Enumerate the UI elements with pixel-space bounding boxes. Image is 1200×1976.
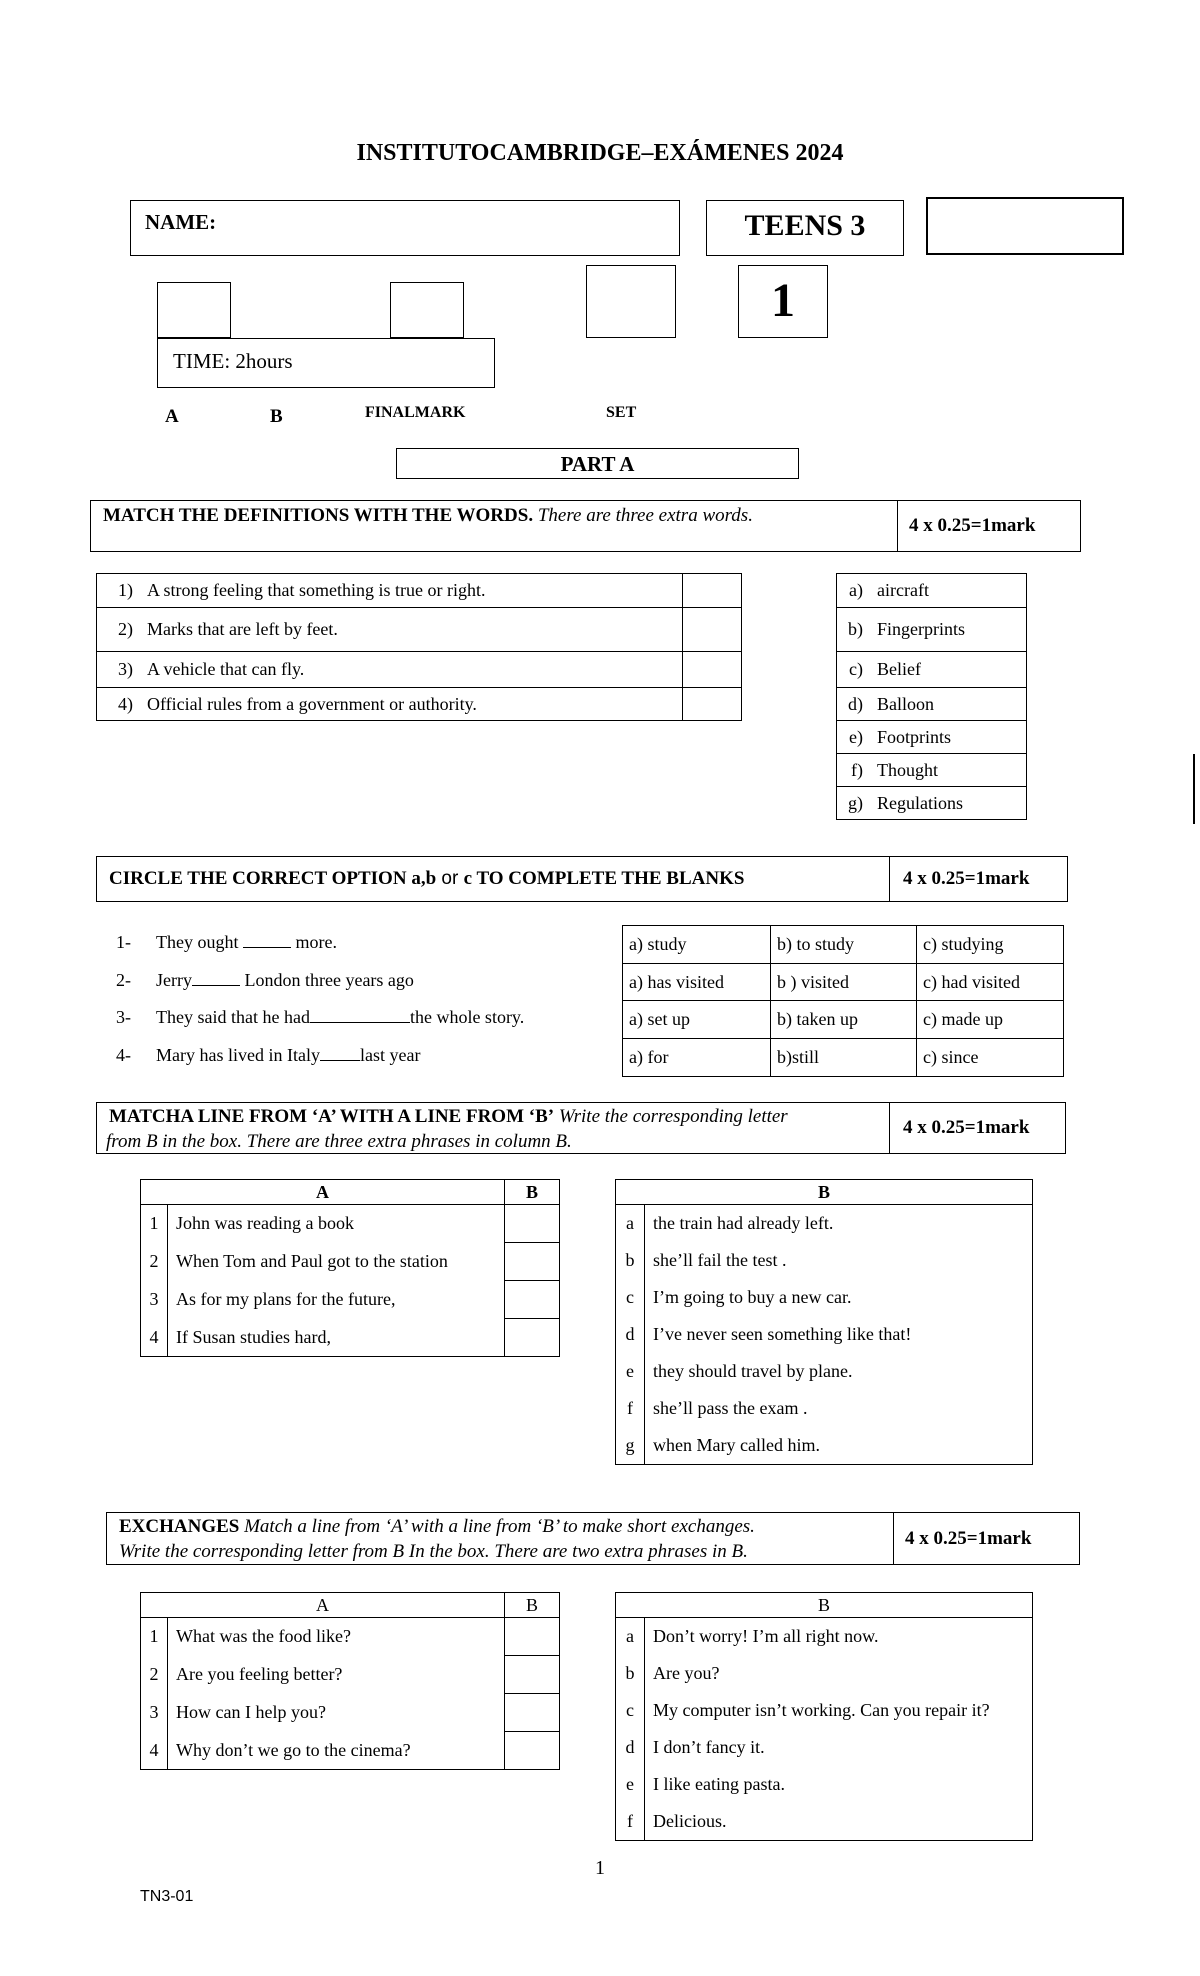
section4-marks: 4 x 0.25=1mark: [905, 1528, 1032, 1549]
option-b[interactable]: b) to study: [771, 926, 917, 964]
set-number: 1: [771, 274, 795, 327]
answer-box[interactable]: [683, 608, 742, 652]
time-box: [157, 338, 495, 388]
answer-box[interactable]: [505, 1205, 560, 1243]
table-row: e I like eating pasta.: [616, 1766, 1033, 1803]
table-row: e they should travel by plane.: [616, 1353, 1033, 1390]
table-row: 1 John was reading a book: [141, 1205, 560, 1243]
table-row: 1) A strong feeling that something is true or right.: [97, 574, 742, 608]
section3-header: [96, 1102, 1066, 1154]
answer-box[interactable]: [683, 574, 742, 608]
list-item: c) Belief: [837, 652, 1027, 688]
section4-instruction: EXCHANGES Match a line from ‘A’ with a line from ‘B’ to make short exchanges. Write the corresponding letter from B In the box. There are two extra phrases in B.: [119, 1516, 755, 1562]
list-item: a) aircraft: [837, 574, 1027, 608]
time-label: TIME: 2hours: [173, 349, 293, 373]
option-a[interactable]: a) set up: [623, 1001, 771, 1039]
table-row: c My computer isn’t working. Can you repair it?: [616, 1692, 1033, 1729]
level-box: [706, 200, 904, 256]
table-row: d I’ve never seen something like that!: [616, 1316, 1033, 1353]
option-c[interactable]: c) studying: [917, 926, 1064, 964]
option-a[interactable]: a) has visited: [623, 964, 771, 1001]
answer-box[interactable]: [505, 1243, 560, 1281]
section3-marks: 4 x 0.25=1mark: [903, 1117, 1030, 1138]
table-row: a Don’t worry! I’m all right now.: [616, 1618, 1033, 1656]
blank: [243, 932, 291, 948]
answer-box[interactable]: [505, 1694, 560, 1732]
list-item: 3- They said that he had the whole story.: [116, 1007, 525, 1027]
answer-box[interactable]: [683, 688, 742, 721]
option-b[interactable]: b ) visited: [771, 964, 917, 1001]
section1-marks: 4 x 0.25=1mark: [909, 515, 1036, 536]
section1-instruction: MATCH THE DEFINITIONS WITH THE WORDS. There are three extra words.: [103, 505, 753, 526]
label-set: SET: [606, 404, 637, 421]
table-row: [623, 964, 1064, 1001]
final-score-box[interactable]: [926, 197, 1124, 255]
section3-column-a: A B 1 John was reading a book 2 When Tom and Paul got to the station 3 As for my plans for the future, 4 If Susan studies hard,: [140, 1179, 560, 1357]
mark-b-box[interactable]: [390, 282, 464, 338]
table-row: 4 Why don’t we go to the cinema?: [141, 1732, 560, 1770]
table-row: 2 When Tom and Paul got to the station: [141, 1243, 560, 1281]
list-item: e) Footprints: [837, 721, 1027, 754]
option-c[interactable]: c) since: [917, 1039, 1064, 1077]
table-row: 2 Are you feeling better?: [141, 1656, 560, 1694]
answer-box[interactable]: [505, 1319, 560, 1357]
section4-header: [106, 1512, 1080, 1565]
page-edge-mark: [1193, 754, 1195, 824]
option-c[interactable]: c) made up: [917, 1001, 1064, 1039]
table-row: [623, 1039, 1064, 1077]
answer-box[interactable]: [505, 1732, 560, 1770]
table-row: g when Mary called him.: [616, 1427, 1033, 1465]
list-item: 1- They ought more.: [116, 932, 337, 952]
table-row: 4 If Susan studies hard,: [141, 1319, 560, 1357]
section3-column-b: B a the train had already left. b she’ll fail the test . c I’m going to buy a new car. d I’ve never seen something like that! e they should travel by plane. f she’ll pass the exam . g when Mary called him.: [615, 1179, 1033, 1465]
table-row: b Are you?: [616, 1655, 1033, 1692]
table-row: f she’ll pass the exam .: [616, 1390, 1033, 1427]
list-item: 4- Mary has lived in Italy last year: [116, 1045, 421, 1065]
answer-box[interactable]: [505, 1281, 560, 1319]
blank: [310, 1007, 410, 1023]
table-row: a the train had already left.: [616, 1205, 1033, 1243]
table-row: [623, 926, 1064, 964]
table-row: f Delicious.: [616, 1803, 1033, 1841]
words-table: [836, 573, 1027, 820]
part-heading: PART A: [396, 448, 799, 479]
option-c[interactable]: c) had visited: [917, 964, 1064, 1001]
option-a[interactable]: a) study: [623, 926, 771, 964]
table-row: 3 How can I help you?: [141, 1694, 560, 1732]
answer-box[interactable]: [683, 652, 742, 688]
sentence-list: [116, 932, 524, 1083]
list-item: 2- Jerry London three years ago: [116, 970, 414, 990]
table-row: [623, 1001, 1064, 1039]
set-box: [738, 265, 828, 338]
table-row: b she’ll fail the test .: [616, 1242, 1033, 1279]
table-row: 4) Official rules from a government or authority.: [97, 688, 742, 721]
section2-header: [96, 856, 1068, 902]
section2-instruction: CIRCLE THE CORRECT OPTION a,b or c TO COMPLETE THE BLANKS: [109, 868, 745, 889]
list-item: d) Balloon: [837, 688, 1027, 721]
blank: [320, 1045, 360, 1061]
list-item: b) Fingerprints: [837, 608, 1027, 652]
option-b[interactable]: b)still: [771, 1039, 917, 1077]
mark-a-box[interactable]: [157, 282, 231, 338]
table-row: 2) Marks that are left by feet.: [97, 608, 742, 652]
list-item: f) Thought: [837, 754, 1027, 787]
answer-box[interactable]: [505, 1618, 560, 1656]
table-row: c I’m going to buy a new car.: [616, 1279, 1033, 1316]
list-item: g) Regulations: [837, 787, 1027, 820]
table-row: d I don’t fancy it.: [616, 1729, 1033, 1766]
final-mark-box[interactable]: [586, 265, 676, 338]
label-b: B: [270, 406, 283, 427]
page-number: 1: [595, 1857, 605, 1879]
document-code: TN3-01: [140, 1888, 194, 1905]
label-final-mark: FINALMARK: [365, 404, 466, 421]
section3-instruction: MATCHA LINE FROM ‘A’ WITH A LINE FROM ‘B’ Write the corresponding letter from B in the box. There are three extra phrases in column B.: [106, 1106, 788, 1152]
blank: [192, 970, 240, 986]
table-row: 1 What was the food like?: [141, 1618, 560, 1656]
options-table: [622, 925, 1064, 1077]
answer-box[interactable]: [505, 1656, 560, 1694]
section4-column-a: A B 1 What was the food like? 2 Are you feeling better? 3 How can I help you? 4 Why don’t we go to the cinema?: [140, 1592, 560, 1770]
exam-title: INSTITUTOCAMBRIDGE–EXÁMENES 2024: [356, 140, 844, 166]
table-row: 3) A vehicle that can fly.: [97, 652, 742, 688]
level-label: TEENS 3: [744, 209, 866, 242]
section4-column-b: B a Don’t worry! I’m all right now. b Are you? c My computer isn’t working. Can you repair it? d I don’t fancy it. e I like eating pasta. f Delicious.: [615, 1592, 1033, 1841]
name-label: NAME:: [145, 210, 217, 234]
table-row: 3 As for my plans for the future,: [141, 1281, 560, 1319]
option-a[interactable]: a) for: [623, 1039, 771, 1077]
option-b[interactable]: b) taken up: [771, 1001, 917, 1039]
section1-header: [90, 500, 1081, 552]
definitions-table: [96, 573, 742, 721]
name-field[interactable]: [130, 200, 680, 256]
label-a: A: [165, 406, 179, 427]
section2-marks: 4 x 0.25=1mark: [903, 868, 1030, 889]
